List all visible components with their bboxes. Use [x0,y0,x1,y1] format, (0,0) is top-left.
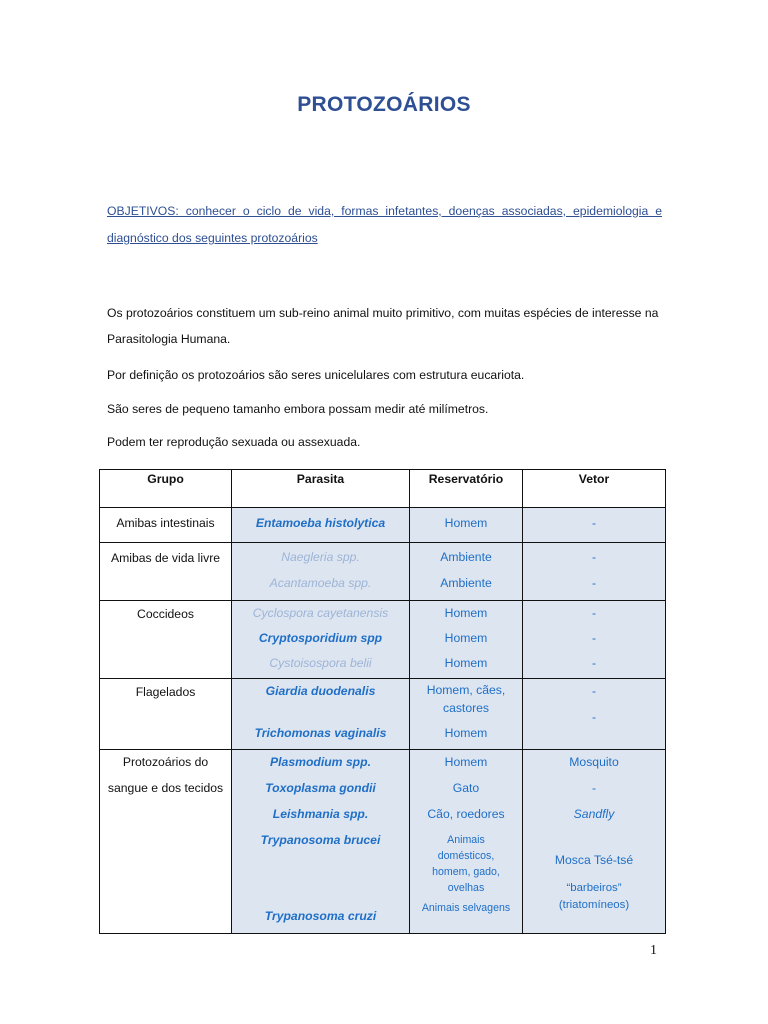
reservoir-value: Homem [444,755,488,769]
parasite-name: Plasmodium spp. [270,755,371,769]
parasite-cell [232,750,410,934]
vector-cell [523,508,666,543]
reservoir-value: Homem [444,516,488,530]
objectives-text: OBJETIVOS: conhecer o ciclo de vida, formas infetantes, doenças associadas, epidemiologia e diagnóstico dos seguintes protozoários [107,204,662,245]
header-vetor: Vetor [523,470,666,508]
reservoir-value: Ambiente [440,576,492,590]
paragraph-size: São seres de pequeno tamanho embora possam medir até milímetros. [107,402,489,416]
header-grupo: Grupo [100,470,232,508]
parasite-cell [232,543,410,601]
parasite-name: Toxoplasma gondii [265,781,376,795]
group-cell [100,679,232,750]
parasite-name: Entamoeba histolytica [255,516,386,530]
vector-value: (triatomíneos) [558,899,630,911]
group-cell [100,750,232,934]
paragraph-definition: Por definição os protozoários são seres unicelulares com estrutura eucariota. [107,368,525,382]
vector-value: - [591,656,597,670]
vector-value: Mosca Tsé-tsé [554,853,634,867]
vector-value: - [591,631,597,645]
reservoir-value: Gato [452,781,480,795]
reservoir-cell [410,750,523,934]
vector-value: Mosquito [569,755,619,769]
reservoir-value: Homem [444,606,488,620]
parasite-name: Trypanosoma cruzi [264,909,377,923]
reservoir-value: Cão, roedores [427,807,505,821]
parasite-name: Giardia duodenalis [265,684,376,698]
parasite-name: Acantamoeba spp. [269,576,372,590]
group-label: Amibas intestinais [116,516,215,530]
vector-value: - [591,550,597,564]
group-cell [100,508,232,543]
vector-value: Sandfly [573,807,615,821]
vector-cell [523,601,666,679]
group-cell [100,601,232,679]
table-row [100,543,666,601]
parasite-name: Cryptosporidium spp [258,631,383,645]
group-label: sangue e dos tecidos [107,781,224,795]
table-row [100,750,666,934]
vector-value: “barbeiros” [566,882,622,894]
vector-cell [523,543,666,601]
reservoir-value: Animais domésticos, homem, gado, ovelhas [432,834,500,894]
group-label: Flagelados [135,685,196,699]
header-reservatorio: Reservatório [410,470,523,508]
reservoir-cell [410,601,523,679]
parasite-name: Cystoisospora belii [269,656,372,670]
reservoir-cell [410,508,523,543]
group-label: Coccideos [137,607,194,621]
reservoir-value: Ambiente [440,550,492,564]
table-row [100,508,666,543]
vector-value: - [591,684,597,698]
group-cell [100,543,232,601]
parasite-name: Trichomonas vaginalis [254,726,387,740]
vector-cell [523,750,666,934]
reservoir-value: Homem [444,631,488,645]
page-number: 1 [650,943,657,958]
vector-value: - [591,516,597,530]
reservoir-cell [410,679,523,750]
vector-cell [523,679,666,750]
vector-value: - [591,606,597,620]
parasite-name: Naegleria spp. [281,550,360,564]
vector-value: - [591,781,597,795]
reservoir-value: Homem [444,656,488,670]
paragraph-intro: Os protozoários constituem um sub-reino animal muito primitivo, com muitas espécies de interesse na Parasitologia Humana. [107,306,659,346]
header-parasita: Parasita [232,470,410,508]
table-row [100,679,666,750]
reservoir-value: Homem, cães, castores [426,683,506,715]
vector-value: - [591,710,597,724]
parasite-name: Leishmania spp. [272,807,369,821]
parasite-cell [232,601,410,679]
page-title: PROTOZOÁRIOS [297,93,471,116]
group-label: Protozoários do [122,755,209,769]
table-row [100,601,666,679]
vector-value: - [591,576,597,590]
parasite-cell [232,679,410,750]
parasite-cell [232,508,410,543]
reservoir-value: Homem [444,726,488,740]
reservoir-cell [410,543,523,601]
parasite-name: Cyclospora cayetanensis [252,606,389,620]
parasite-name: Trypanosoma brucei [260,833,381,847]
protozoa-table [99,469,666,934]
table-header-row [100,470,666,508]
paragraph-reproduction: Podem ter reprodução sexuada ou assexuada. [107,435,361,449]
reservoir-value: Animais selvagens [421,902,511,914]
group-label: Amibas de vida livre [110,551,221,565]
